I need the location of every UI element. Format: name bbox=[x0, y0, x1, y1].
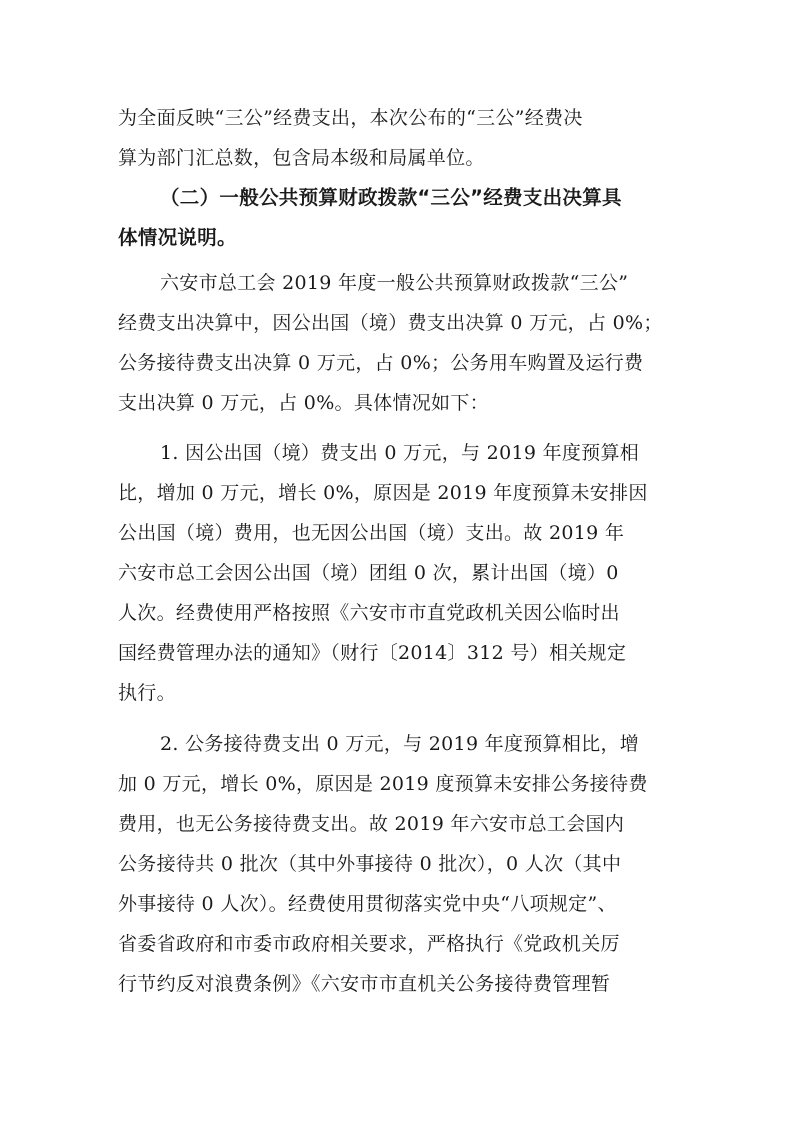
text-line: 人次。经费使用严格按照《六安市市直党政机关因公临时出 bbox=[118, 602, 620, 624]
text-line: 外事接待 0 人次）。经费使用贯彻落实党中央“八项规定”、 bbox=[118, 893, 617, 915]
text-line: 1. 因公出国（境）费支出 0 万元，与 2019 年度预算相 bbox=[160, 442, 640, 464]
text-line: 2. 公务接待费支出 0 万元，与 2019 年度预算相比，增 bbox=[160, 733, 640, 755]
text-line: 六安市总工会 2019 年度一般公共预算财政拨款“三公” bbox=[160, 272, 629, 294]
text-line: 支出决算 0 万元，占 0%。具体情况如下： bbox=[118, 392, 489, 414]
text-line: 费用，也无公务接待费支出。故 2019 年六安市总工会国内 bbox=[118, 813, 625, 835]
text-line: 经费支出决算中，因公出国（境）费支出决算 0 万元，占 0%； bbox=[118, 312, 663, 334]
text-line: 公务接待共 0 批次（其中外事接待 0 批次），0 人次（其中 bbox=[118, 853, 622, 875]
text-line: 行节约反对浪费条例》《六安市市直机关公务接待费管理暂 bbox=[118, 973, 611, 995]
text-line: 公出国（境）费用，也无因公出国（境）支出。故 2019 年 bbox=[118, 522, 625, 544]
text-line: 省委省政府和市委市政府相关要求，严格执行《党政机关厉 bbox=[118, 933, 620, 955]
text-line: 算为部门汇总数，包含局本级和局属单位。 bbox=[118, 147, 485, 169]
section-heading: 体情况说明。 bbox=[118, 226, 237, 249]
section-heading: （二）一般公共预算财政拨款“三公”经费支出决算具 bbox=[160, 186, 622, 209]
text-line: 为全面反映“三公”经费支出，本次公布的“三公”经费决 bbox=[118, 107, 583, 129]
text-line: 加 0 万元，增长 0%，原因是 2019 度预算未安排公务接待费 bbox=[118, 773, 648, 795]
text-line: 六安市总工会因公出国（境）团组 0 次，累计出国（境）0 bbox=[118, 562, 619, 584]
text-line: 执行。 bbox=[118, 682, 176, 704]
text-line: 比，增加 0 万元，增长 0%，原因是 2019 年度预算未安排因 bbox=[118, 482, 648, 504]
text-line: 国经费管理办法的通知》（财行〔2014〕312 号）相关规定 bbox=[118, 642, 627, 664]
text-line: 公务接待费支出决算 0 万元，占 0%；公务用车购置及运行费 bbox=[118, 352, 644, 374]
